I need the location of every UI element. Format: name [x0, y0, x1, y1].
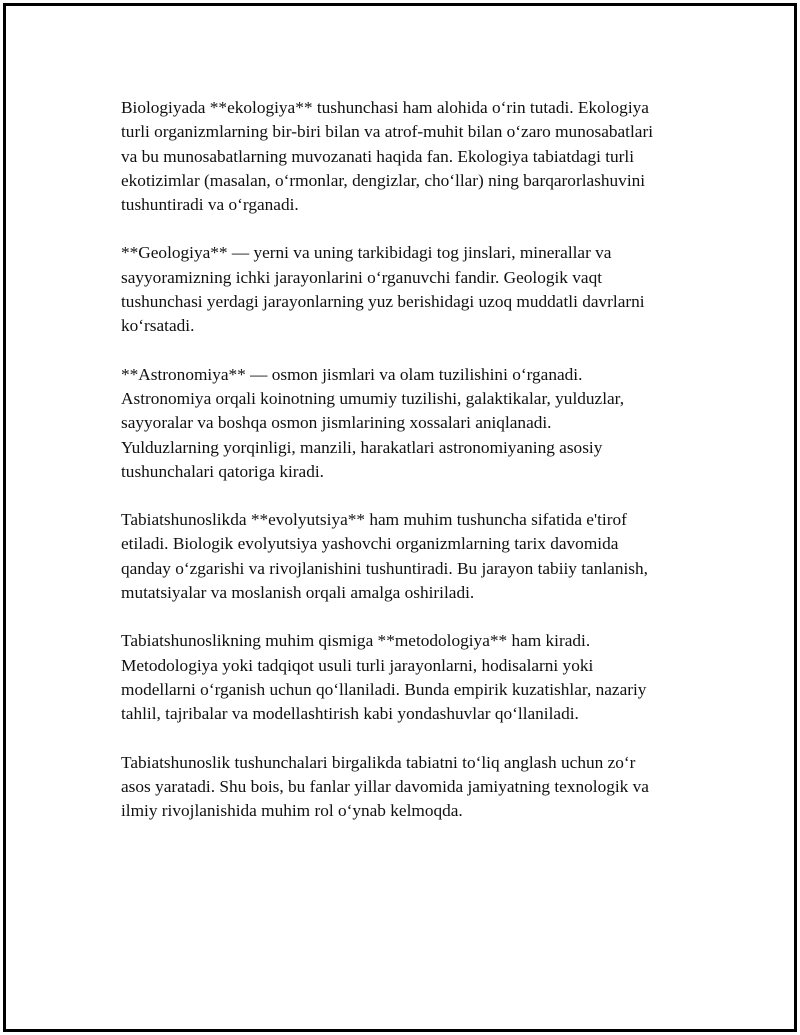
paragraph-ecology: Biologiyada **ekologiya** tushunchasi ham alohida o‘rin tutadi. Ekologiya turli organizmlarning bir-biri bilan va atrof-muhit bilan o‘zaro munosabatlari va bu munosabatlarning muvozanati haqida fan. Ekologiya tabiatdagi turli ekotizimlar (masalan, o‘rmonlar, dengizlar, cho‘llar) ning barqarorlashuvini tushuntiradi va o‘rganadi.: [121, 98, 654, 215]
paragraph-methodology: Tabiatshunoslikning muhim qismiga **metodologiya** ham kiradi. Metodologiya yoki tadqiqot usuli turli jarayonlarni, hodisalarni yoki modellarni o‘rganish uchun qo‘llaniladi. Bunda empirik kuzatishlar, nazariy tahlil, tajribalar va modellashtirish kabi yondashuvlar qo‘llaniladi.: [121, 631, 647, 724]
paragraph-conclusion: Tabiatshunoslik tushunchalari birgalikda tabiatni to‘liq anglash uchun zo‘r asos yaratadi. Shu bois, bu fanlar yillar davomida jamiyatning texnologik va ilmiy rivojlanishida muhim rol o‘ynab kelmoqda.: [121, 752, 649, 821]
paragraph-geology: **Geologiya** — yerni va uning tarkibidagi tog jinslari, minerallar va sayyoramizning ichki jarayonlarini o‘rganuvchi fandir. Geologik vaqt tushunchasi yerdagi jarayonlarning yuz berishidagi uzoq muddatli davrlarni ko‘rsatadi.: [121, 243, 645, 336]
paragraph-evolution: Tabiatshunoslikda **evolyutsiya** ham muhim tushuncha sifatida e'tirof etiladi. Biologik evolyutsiya yashovchi organizmlarning tarix davomida qanday o‘zgarishi va rivojlanishini tushuntiradi. Bu jarayon tabiiy tanlanish, mutatsiyalar va moslanish orqali amalga oshiriladi.: [121, 510, 648, 603]
paragraph-astronomy: **Astronomiya** — osmon jismlari va olam tuzilishini o‘rganadi. Astronomiya orqali koinotning umumiy tuzilishi, galaktikalar, yulduzlar, sayyoralar va boshqa osmon jismlarining xossalari aniqlanadi. Yulduzlarning yorqinligi, manzili, harakatlari astronomiyaning asosiy tushunchalari qatoriga kiradi.: [121, 364, 625, 481]
page-frame: [3, 3, 797, 1032]
document-body: [121, 96, 701, 847]
